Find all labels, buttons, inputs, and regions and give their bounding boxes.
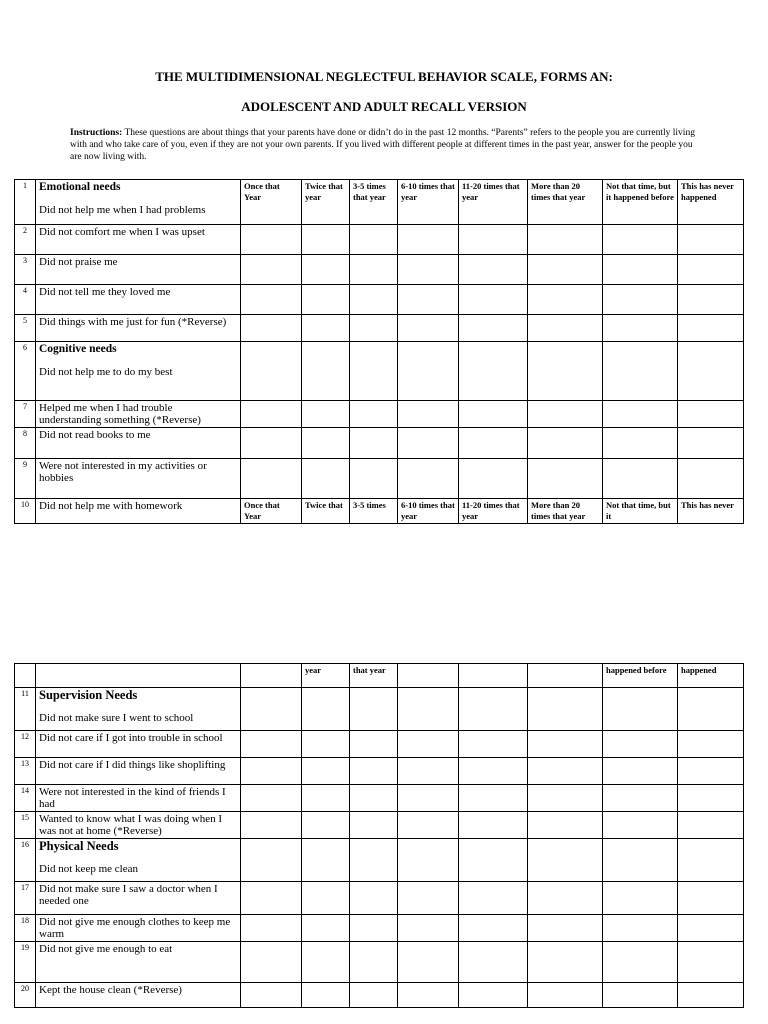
item-text: Did not comfort me when I was upset: [39, 226, 205, 238]
table-row: [15, 499, 744, 524]
response-cell[interactable]: [603, 839, 678, 882]
response-cell[interactable]: [603, 285, 678, 315]
response-cell[interactable]: [528, 428, 603, 459]
response-header: [459, 664, 528, 688]
item-number: 20: [15, 983, 36, 1008]
item-number: [15, 664, 36, 688]
item-number: 5: [15, 315, 36, 342]
item-number: 4: [15, 285, 36, 315]
response-cell[interactable]: [528, 758, 603, 785]
response-cell[interactable]: [459, 882, 528, 915]
table-row: [15, 731, 744, 758]
response-cell[interactable]: [350, 915, 398, 942]
item-text: Did not help me when I had problems: [39, 204, 206, 216]
item-text-cell: [36, 499, 241, 524]
response-cell[interactable]: [398, 285, 459, 315]
item-text: Wanted to know what I was doing when I was not at home (*Reverse): [39, 813, 223, 837]
item-number: 6: [15, 342, 36, 401]
response-cell[interactable]: [398, 315, 459, 342]
response-cell[interactable]: [528, 731, 603, 758]
table-row: [15, 342, 744, 401]
table-row: [15, 839, 744, 882]
response-cell[interactable]: [603, 983, 678, 1008]
response-cell[interactable]: [678, 758, 744, 785]
response-cell[interactable]: [678, 315, 744, 342]
response-cell[interactable]: [302, 255, 350, 285]
item-number: 14: [15, 785, 36, 812]
item-number: 1: [15, 180, 36, 225]
response-header: [398, 664, 459, 688]
response-cell[interactable]: [678, 731, 744, 758]
item-text-cell: [36, 812, 241, 839]
response-cell[interactable]: Twice that: [302, 499, 350, 524]
response-cell[interactable]: [528, 812, 603, 839]
item-text-cell: [36, 428, 241, 459]
table-row: [15, 915, 744, 942]
response-cell[interactable]: [603, 459, 678, 499]
item-text: Did not keep me clean: [39, 863, 138, 875]
response-cell[interactable]: [603, 785, 678, 812]
item-text: Did not make sure I went to school: [39, 712, 194, 724]
response-cell[interactable]: [302, 428, 350, 459]
response-cell[interactable]: [678, 882, 744, 915]
item-number: 2: [15, 225, 36, 255]
item-number: 8: [15, 428, 36, 459]
response-cell[interactable]: [678, 688, 744, 731]
item-text-cell: [36, 225, 241, 255]
item-text-cell: [36, 942, 241, 983]
instructions-text: These questions are about things that your parents have done or didn’t do in the past 12 months. “Parents” refers to the people you are currently living with and who take care of you, even if they are not your own parents. If you lived with different people at different times in the past year, answer for the people you are now living with.: [70, 128, 695, 162]
response-cell[interactable]: [241, 459, 302, 499]
response-cell[interactable]: [302, 315, 350, 342]
response-cell[interactable]: [241, 225, 302, 255]
response-cell[interactable]: [603, 225, 678, 255]
response-cell[interactable]: [398, 342, 459, 401]
response-cell[interactable]: [603, 315, 678, 342]
response-cell[interactable]: [241, 428, 302, 459]
response-cell[interactable]: [678, 285, 744, 315]
item-text-cell: [36, 983, 241, 1008]
response-cell[interactable]: [678, 255, 744, 285]
response-cell[interactable]: [350, 401, 398, 428]
item-text-cell: [36, 342, 241, 401]
response-cell[interactable]: This has never: [678, 499, 744, 524]
response-cell[interactable]: [528, 839, 603, 882]
response-cell[interactable]: [678, 428, 744, 459]
response-cell[interactable]: [241, 285, 302, 315]
response-cell[interactable]: [302, 942, 350, 983]
item-text-cell: [36, 255, 241, 285]
item-text-cell: [36, 731, 241, 758]
table-row: [15, 225, 744, 255]
response-cell[interactable]: 3-5 times that year: [350, 180, 398, 225]
form-title: THE MULTIDIMENSIONAL NEGLECTFUL BEHAVIOR SCALE, FORMS AN:: [155, 69, 613, 84]
response-cell[interactable]: [350, 255, 398, 285]
table-row: [15, 180, 744, 225]
item-text: Kept the house clean (*Reverse): [39, 984, 182, 996]
response-cell[interactable]: [350, 459, 398, 499]
item-text: Did not care if I did things like shoplifting: [39, 759, 226, 771]
response-cell[interactable]: [398, 225, 459, 255]
category-label: Supervision Needs: [39, 688, 138, 702]
response-cell[interactable]: [528, 342, 603, 401]
item-text: Did not make sure I saw a doctor when I needed one: [39, 883, 218, 907]
table-row: [15, 688, 744, 731]
spacer: [39, 852, 237, 863]
item-number: 19: [15, 942, 36, 983]
response-cell[interactable]: [603, 812, 678, 839]
response-cell[interactable]: [302, 758, 350, 785]
response-cell[interactable]: [302, 285, 350, 315]
instructions: [70, 127, 702, 163]
response-cell[interactable]: [459, 225, 528, 255]
response-cell[interactable]: 11-20 times that year: [459, 180, 528, 225]
form-subtitle: ADOLESCENT AND ADULT RECALL VERSION: [241, 99, 527, 114]
item-text-cell: [36, 285, 241, 315]
item-number: 12: [15, 731, 36, 758]
response-header: happened before: [603, 664, 678, 688]
response-cell[interactable]: [241, 942, 302, 983]
response-cell[interactable]: [678, 342, 744, 401]
table-row: [15, 812, 744, 839]
item-text-cell: [36, 915, 241, 942]
response-cell[interactable]: [350, 731, 398, 758]
item-text: Did not care if I got into trouble in school: [39, 732, 223, 744]
table-row: [15, 942, 744, 983]
item-text: Did not read books to me: [39, 429, 151, 441]
item-text: Did not give me enough to eat: [39, 943, 173, 955]
response-cell[interactable]: [603, 428, 678, 459]
response-cell[interactable]: [528, 882, 603, 915]
response-cell[interactable]: [398, 812, 459, 839]
response-cell[interactable]: [459, 688, 528, 731]
response-cell[interactable]: [678, 225, 744, 255]
response-cell[interactable]: 11-20 times that year: [459, 499, 528, 524]
response-cell[interactable]: [528, 225, 603, 255]
response-cell[interactable]: [528, 315, 603, 342]
table-row: [15, 882, 744, 915]
response-cell[interactable]: [398, 942, 459, 983]
response-cell[interactable]: [398, 882, 459, 915]
response-cell[interactable]: [241, 983, 302, 1008]
item-text: Helped me when I had trouble understanding something (*Reverse): [39, 402, 201, 426]
response-cell[interactable]: [459, 731, 528, 758]
response-cell[interactable]: Not that time, but it: [603, 499, 678, 524]
item-number: 13: [15, 758, 36, 785]
response-cell[interactable]: [528, 942, 603, 983]
response-cell[interactable]: [241, 315, 302, 342]
response-cell[interactable]: [241, 839, 302, 882]
response-cell[interactable]: [241, 882, 302, 915]
item-number: 18: [15, 915, 36, 942]
item-text-cell: [36, 882, 241, 915]
item-text: Were not interested in the kind of friends I had: [39, 786, 226, 810]
response-cell[interactable]: [302, 225, 350, 255]
response-cell[interactable]: [241, 785, 302, 812]
response-cell[interactable]: [603, 942, 678, 983]
response-cell[interactable]: Once that Year: [241, 180, 302, 225]
response-cell[interactable]: [678, 785, 744, 812]
response-cell[interactable]: [528, 255, 603, 285]
category-label: Emotional needs: [39, 181, 121, 193]
response-header: year: [302, 664, 350, 688]
item-number: 9: [15, 459, 36, 499]
response-cell[interactable]: [350, 428, 398, 459]
item-text-cell: [36, 459, 241, 499]
response-cell[interactable]: [350, 688, 398, 731]
survey-table-page1: [14, 179, 744, 524]
item-number: 10: [15, 499, 36, 524]
response-cell[interactable]: [241, 688, 302, 731]
spacer: [39, 193, 237, 204]
response-cell[interactable]: [459, 315, 528, 342]
response-cell[interactable]: [459, 401, 528, 428]
response-cell[interactable]: [350, 285, 398, 315]
response-cell[interactable]: [398, 785, 459, 812]
response-cell[interactable]: [528, 983, 603, 1008]
item-text-cell: [36, 180, 241, 225]
response-cell[interactable]: [398, 255, 459, 285]
response-cell[interactable]: [398, 428, 459, 459]
table-row: [15, 758, 744, 785]
response-cell[interactable]: [398, 915, 459, 942]
response-cell[interactable]: [241, 758, 302, 785]
response-cell[interactable]: [350, 942, 398, 983]
response-cell[interactable]: [350, 839, 398, 882]
response-cell[interactable]: [459, 983, 528, 1008]
response-cell[interactable]: [302, 785, 350, 812]
item-text-cell: [36, 664, 241, 688]
response-cell[interactable]: [350, 342, 398, 401]
response-cell[interactable]: [459, 758, 528, 785]
response-cell[interactable]: [302, 401, 350, 428]
table-row: [15, 428, 744, 459]
response-cell[interactable]: [302, 882, 350, 915]
table-row: [15, 459, 744, 499]
response-cell[interactable]: [459, 812, 528, 839]
item-text: Did things with me just for fun (*Reverse): [39, 316, 227, 328]
response-cell[interactable]: [603, 688, 678, 731]
response-cell[interactable]: [350, 785, 398, 812]
spacer: [39, 701, 237, 712]
response-cell[interactable]: [678, 839, 744, 882]
response-cell[interactable]: This has never happened: [678, 180, 744, 225]
item-number: 15: [15, 812, 36, 839]
response-cell[interactable]: [459, 915, 528, 942]
table-row: [15, 785, 744, 812]
response-cell[interactable]: [678, 812, 744, 839]
response-cell[interactable]: [350, 882, 398, 915]
response-cell[interactable]: [603, 401, 678, 428]
response-cell[interactable]: [302, 983, 350, 1008]
item-text: Did not praise me: [39, 256, 118, 268]
response-cell[interactable]: [459, 459, 528, 499]
item-text-cell: [36, 315, 241, 342]
spacer: [39, 355, 237, 366]
response-cell[interactable]: [241, 342, 302, 401]
response-cell[interactable]: [459, 785, 528, 812]
response-cell[interactable]: [241, 812, 302, 839]
response-cell[interactable]: [302, 342, 350, 401]
response-cell[interactable]: [302, 459, 350, 499]
response-cell[interactable]: [302, 731, 350, 758]
response-cell[interactable]: [528, 401, 603, 428]
response-cell[interactable]: [459, 839, 528, 882]
response-cell[interactable]: [528, 459, 603, 499]
response-cell[interactable]: [603, 342, 678, 401]
response-cell[interactable]: [398, 401, 459, 428]
response-cell[interactable]: [528, 785, 603, 812]
response-cell[interactable]: Not that time, but it happened before: [603, 180, 678, 225]
instructions-label: Instructions:: [70, 128, 123, 138]
table-row: [15, 255, 744, 285]
item-text-cell: [36, 688, 241, 731]
item-number: 11: [15, 688, 36, 731]
response-cell[interactable]: [241, 255, 302, 285]
response-cell[interactable]: [678, 915, 744, 942]
table-row: [15, 285, 744, 315]
response-cell[interactable]: More than 20 times that year: [528, 180, 603, 225]
response-cell[interactable]: [350, 812, 398, 839]
item-number: 3: [15, 255, 36, 285]
response-cell[interactable]: [603, 915, 678, 942]
response-cell[interactable]: [350, 315, 398, 342]
response-cell[interactable]: [603, 731, 678, 758]
response-cell[interactable]: 6-10 times that year: [398, 180, 459, 225]
response-cell[interactable]: [459, 285, 528, 315]
response-cell[interactable]: [398, 839, 459, 882]
response-cell[interactable]: [302, 688, 350, 731]
response-cell[interactable]: [350, 225, 398, 255]
category-label: Cognitive needs: [39, 343, 117, 355]
response-cell[interactable]: [603, 758, 678, 785]
response-cell[interactable]: 6-10 times that year: [398, 499, 459, 524]
response-cell[interactable]: [678, 983, 744, 1008]
response-cell[interactable]: [528, 688, 603, 731]
item-number: 17: [15, 882, 36, 915]
item-text: Did not help me to do my best: [39, 366, 173, 378]
item-text: Were not interested in my activities or hobbies: [39, 460, 207, 484]
response-cell[interactable]: [398, 731, 459, 758]
table-row: [15, 315, 744, 342]
response-header: that year: [350, 664, 398, 688]
response-cell[interactable]: [459, 342, 528, 401]
response-cell[interactable]: [398, 983, 459, 1008]
response-cell[interactable]: [459, 255, 528, 285]
response-cell[interactable]: [398, 688, 459, 731]
response-cell[interactable]: More than 20 times that year: [528, 499, 603, 524]
response-cell[interactable]: [678, 401, 744, 428]
response-cell[interactable]: Once that Year: [241, 499, 302, 524]
category-label: Physical Needs: [39, 839, 119, 853]
item-text-cell: [36, 785, 241, 812]
response-cell[interactable]: [350, 983, 398, 1008]
item-number: 7: [15, 401, 36, 428]
response-cell[interactable]: [398, 459, 459, 499]
response-cell[interactable]: [350, 758, 398, 785]
table-row: [15, 983, 744, 1008]
response-cell[interactable]: Twice that year: [302, 180, 350, 225]
item-text: Did not give me enough clothes to keep me warm: [39, 916, 231, 940]
response-cell[interactable]: [241, 401, 302, 428]
response-cell[interactable]: [241, 915, 302, 942]
response-cell[interactable]: [241, 731, 302, 758]
survey-table-page2: [14, 663, 744, 1008]
response-cell[interactable]: [678, 942, 744, 983]
response-cell[interactable]: [459, 942, 528, 983]
item-text-cell: [36, 839, 241, 882]
response-cell[interactable]: [678, 459, 744, 499]
response-cell[interactable]: [302, 839, 350, 882]
response-header: [528, 664, 603, 688]
response-header: [241, 664, 302, 688]
item-text-cell: [36, 401, 241, 428]
item-text: Did not tell me they loved me: [39, 286, 171, 298]
table-row: [15, 401, 744, 428]
item-text: Did not help me with homework: [39, 500, 183, 512]
table-row: [15, 664, 744, 688]
response-cell[interactable]: [302, 915, 350, 942]
response-cell[interactable]: [459, 428, 528, 459]
response-cell[interactable]: [398, 758, 459, 785]
response-cell[interactable]: [603, 882, 678, 915]
item-number: 16: [15, 839, 36, 882]
response-cell[interactable]: [528, 285, 603, 315]
response-cell[interactable]: [528, 915, 603, 942]
response-cell[interactable]: 3-5 times: [350, 499, 398, 524]
response-cell[interactable]: [302, 812, 350, 839]
response-cell[interactable]: [603, 255, 678, 285]
response-header: happened: [678, 664, 744, 688]
item-text-cell: [36, 758, 241, 785]
